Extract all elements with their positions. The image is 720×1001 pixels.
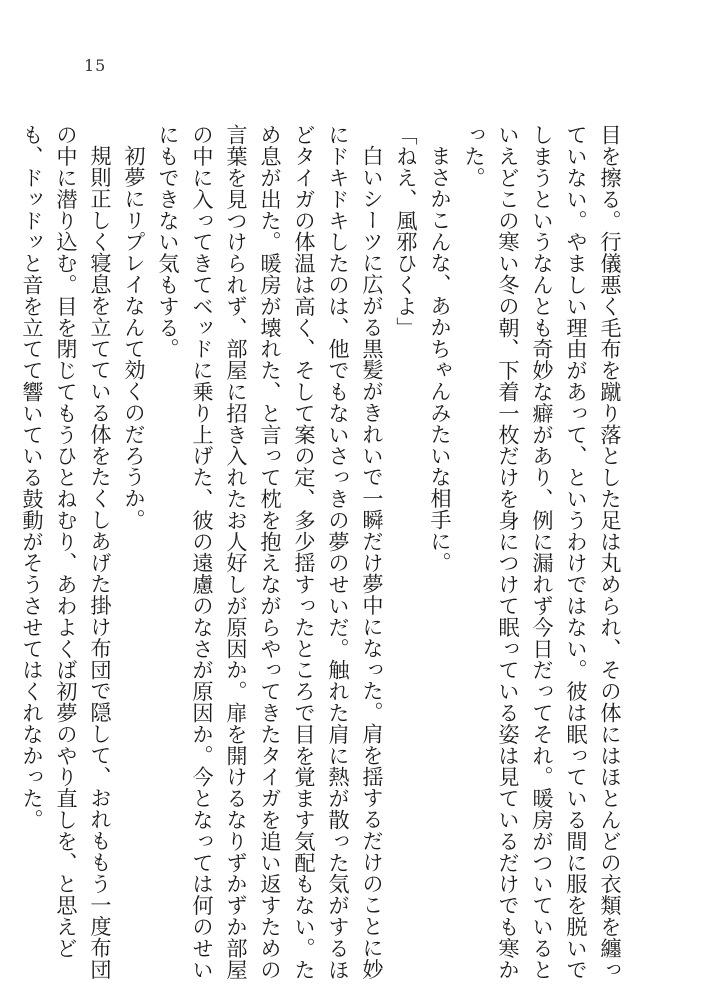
paragraph-5: 初夢にリプレイなんて効くのだろうか。 [122, 145, 147, 531]
paragraph-1: 目を擦る。行儀悪く毛布を蹴り落とした足は丸められ、その体にはほとんどの衣類を纏っていない。やましい理由があって、というわけではない。彼は眠っている間に服を脱いでしまうというなんとも奇妙な癖があり、例に漏れず今日だってそれ。暖房がついているといえどこの寒い冬の朝、下着一枚だけを身につけて眠っている姿は見ているだけでも寒かった。 [462, 124, 623, 980]
paragraph-4: 白いシーツに広がる黒髪がきれいで一瞬だけ夢中になった。肩を揺するだけのことに妙にドキドキしたのは、他でもないさっきの夢のせいだ。触れた肩に熱が散った気がするほどタイガの体温は高く、そして案の定、多少揺すったところで目を覚ます気配もない。ため息が出た。暖房が壊れた、と言って枕を抱えながらやってきたタイガを追い返すための言葉を見つけられず、部屋に招き入れたお人好しが原因か。扉を開けるなりずかずか部屋の中に入ってきてベッドに乗り上げた、彼の遠慮のなさが原因か。今となっては何のせいにもできない気もする。 [156, 124, 385, 980]
paragraph-6: 規則正しく寝息を立てている体をたくしあげた掛け布団で隠して、おれももう一度布団の中に潜り込む。目を閉じてもうひとねむり、あわよくば初夢のやり直しを、と思えども、ドッドッと音を立てて響いている鼓動がそうさせてはくれなかった。 [20, 124, 113, 980]
paragraph-2: まさかこんな、あかちゃんみたいな相手に。 [428, 145, 453, 574]
paragraph-3-dialogue: 「ねえ、風邪ひくよ」 [394, 124, 419, 338]
vertical-text-body [20, 124, 627, 984]
page-number: 15 [84, 56, 107, 75]
